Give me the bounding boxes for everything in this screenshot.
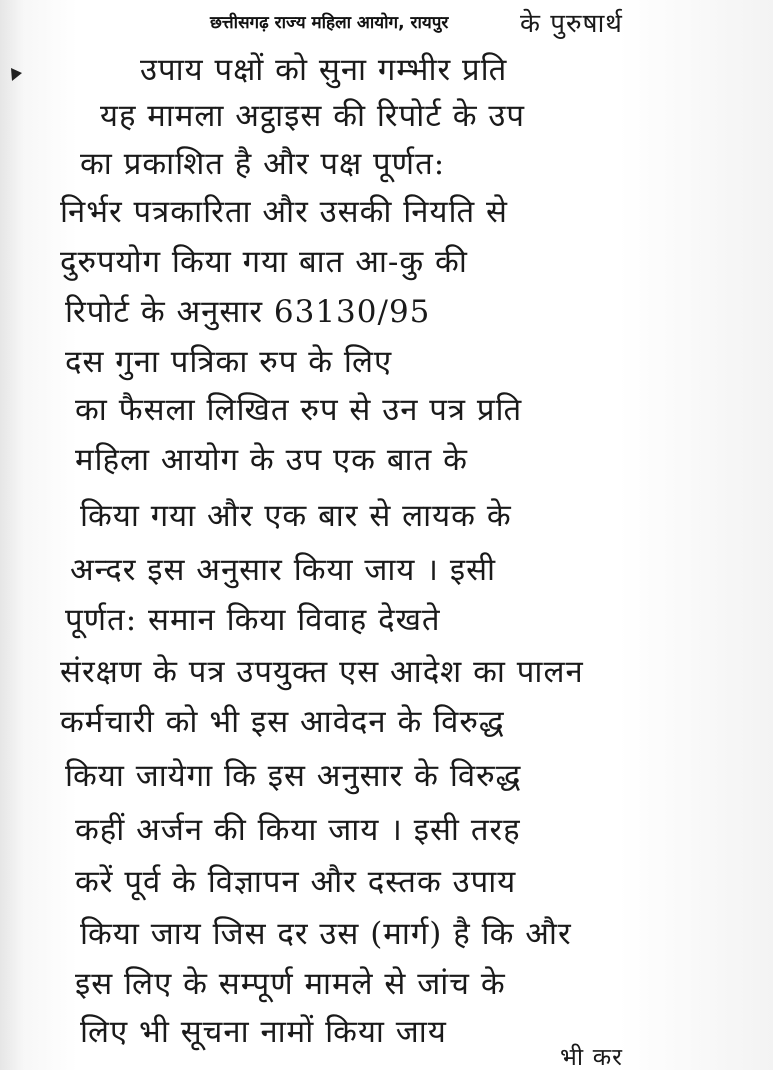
handwritten-line: निर्भर पत्रकारिता और उसकी नियति से — [60, 194, 508, 230]
handwritten-line: रिपोर्ट के अनुसार 63130/95 — [65, 294, 431, 330]
handwritten-line: महिला आयोग के उप एक बात के — [75, 442, 468, 478]
handwritten-line: पूर्णत: समान किया विवाह देखते — [65, 602, 441, 638]
handwritten-line: का प्रकाशित है और पक्ष पूर्णत: — [80, 146, 446, 182]
handwritten-line: किया जायेगा कि इस अनुसार के विरुद्ध — [65, 758, 522, 794]
handwritten-line: लिए भी सूचना नामों किया जाय — [80, 1014, 447, 1050]
handwritten-line: कर्मचारी को भी इस आवेदन के विरुद्ध — [60, 704, 505, 740]
handwritten-line: यह मामला अट्ठाइस की रिपोर्ट के उप — [100, 98, 525, 134]
letterhead-title: छत्तीसगढ़ राज्य महिला आयोग, रायपुर — [210, 13, 449, 33]
handwritten-line: अन्दर इस अनुसार किया जाय । इसी — [70, 552, 497, 588]
handwritten-line: कहीं अर्जन की किया जाय । इसी तरह — [75, 812, 521, 848]
handwritten-line: दस गुना पत्रिका रुप के लिए — [65, 344, 393, 380]
handwritten-line: करें पूर्व के विज्ञापन और दस्तक उपाय — [75, 864, 517, 900]
handwritten-line: दुरुपयोग किया गया बात आ-कु की — [60, 244, 468, 280]
handwritten-line: इस लिए के सम्पूर्ण मामले से जांच के — [75, 966, 506, 1002]
handwritten-line: संरक्षण के पत्र उपयुक्त एस आदेश का पालन — [60, 654, 584, 690]
handwritten-line: का फैसला लिखित रुप से उन पत्र प्रति — [75, 392, 523, 428]
handwritten-line: के पुरुषार्थ — [520, 9, 623, 39]
handwritten-line: किया गया और एक बार से लायक के — [80, 498, 512, 534]
handwritten-line: उपाय पक्षों को सुना गम्भीर प्रति — [140, 52, 508, 88]
handwritten-line: भी कर — [560, 1043, 623, 1070]
handwritten-line: किया जाय जिस दर उस (मार्ग) है कि और — [80, 916, 572, 952]
